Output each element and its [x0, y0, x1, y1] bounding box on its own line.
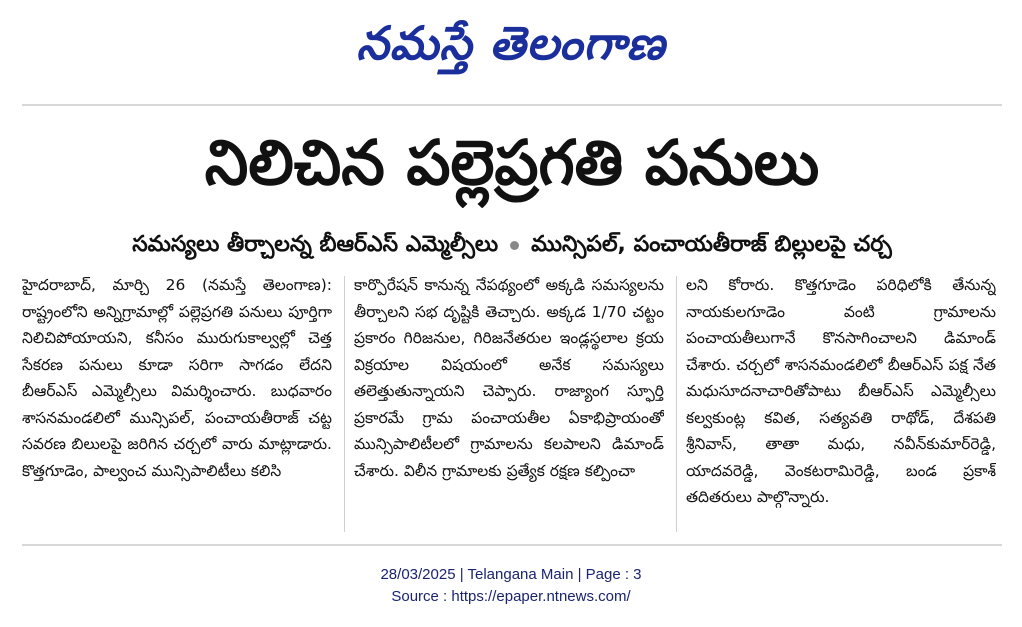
- article-headline: నిలిచిన పల్లెప్రగతి పనులు: [204, 126, 820, 199]
- column-divider: [344, 276, 345, 532]
- top-rule: [22, 104, 1002, 106]
- source-link[interactable]: Source : https://epaper.ntnews.com/: [391, 588, 631, 605]
- column-divider: [676, 276, 677, 532]
- masthead: [0, 4, 1022, 82]
- bullet-separator-icon: [510, 241, 519, 250]
- page-footer: [0, 564, 1022, 608]
- subhead-right: మున్సిపల్, పంచాయతీరాజ్ బిల్లులపై చర్చ: [531, 232, 892, 257]
- article-column-2: కార్పొరేషన్ కానున్న నేపథ్యంలో అక్కడి సమస్యలను తీర్చాలని సభ దృష్టికి తెచ్చారు. అక్కడ 1/70 చట్టం ప్రకారం గిరిజనుల, గిరిజనేతరుల ఇండ్లస్థలాల క్రయ విక్రయాల విషయంలో అనేక సమస్యలు తలెత్తుతున్నాయని చెప్పారు. రాజ్యాంగ స్ఫూర్తి ప్రకారమే గ్రామ పంచాయతీల ఏకాభిప్రాయంతో మున్సిపాలిటీలలో గ్రామాలను కలపాలని డిమాండ్ చేశారు. విలీన గ్రామాలకు ప్రత్యేక రక్షణ కల్పించా: [354, 276, 664, 480]
- bottom-rule: [22, 544, 1002, 546]
- subhead-left: సమస్యలు తీర్చాలన్న బీఆర్ఎస్ ఎమ్మెల్సీలు: [132, 232, 499, 257]
- article-body: [22, 272, 1000, 534]
- newspaper-logo: నమస్తే తెలంగాణ: [356, 16, 666, 70]
- article-column-1: హైదరాబాద్, మార్చి 26 (నమస్తే తెలంగాణ): రాష్ట్రంలోని అన్నిగ్రామాల్లో పల్లెప్రగతి పనులు పూర్తిగా నిలిచిపోయాయని, కనీసం మురుగుకాల్వల్లో చెత్త సేకరణ పనులు కూడా సరిగా సాగడం లేదని బీఆర్ఎస్ ఎమ్మెల్సీలు విమర్శించారు. బుధవారం శాసనమండలిలో మున్సిపల్, పంచాయతీరాజ్ చట్ట సవరణ బిలులపై జరిగిన చర్చలో వారు మాట్లాడారు. కొత్తగూడెం, పాల్వంచ మున్సిపాలిటీలు కలిసి: [22, 276, 332, 480]
- article-column-3: లని కోరారు. కొత్తగూడెం పరిధిలోకి తేనున్న నాయకులగూడెం వంటి గ్రామాలను పంచాయతీలుగానే కొనసాగించాలని డిమాండ్ చేశారు. చర్చలో శాసనమండలిలో బీఆర్ఎస్ పక్ష నేత మధుసూదనాచారితోపాటు బీఆర్ఎస్ ఎమ్మెల్సీలు కల్వకుంట్ల కవిత, సత్యవతి రాథోడ్, దేశపతి శ్రీనివాస్, తాతా మధు, నవీన్‌కుమార్‌రెడ్డి, యాదవరెడ్డి, వెంకటరామిరెడ్డి, బండ ప్రకాశ్ తదితరులు పాల్గొన్నారు.: [686, 276, 996, 506]
- edition-info: 28/03/2025 | Telangana Main | Page : 3: [380, 566, 642, 583]
- article-subhead: [22, 228, 1002, 262]
